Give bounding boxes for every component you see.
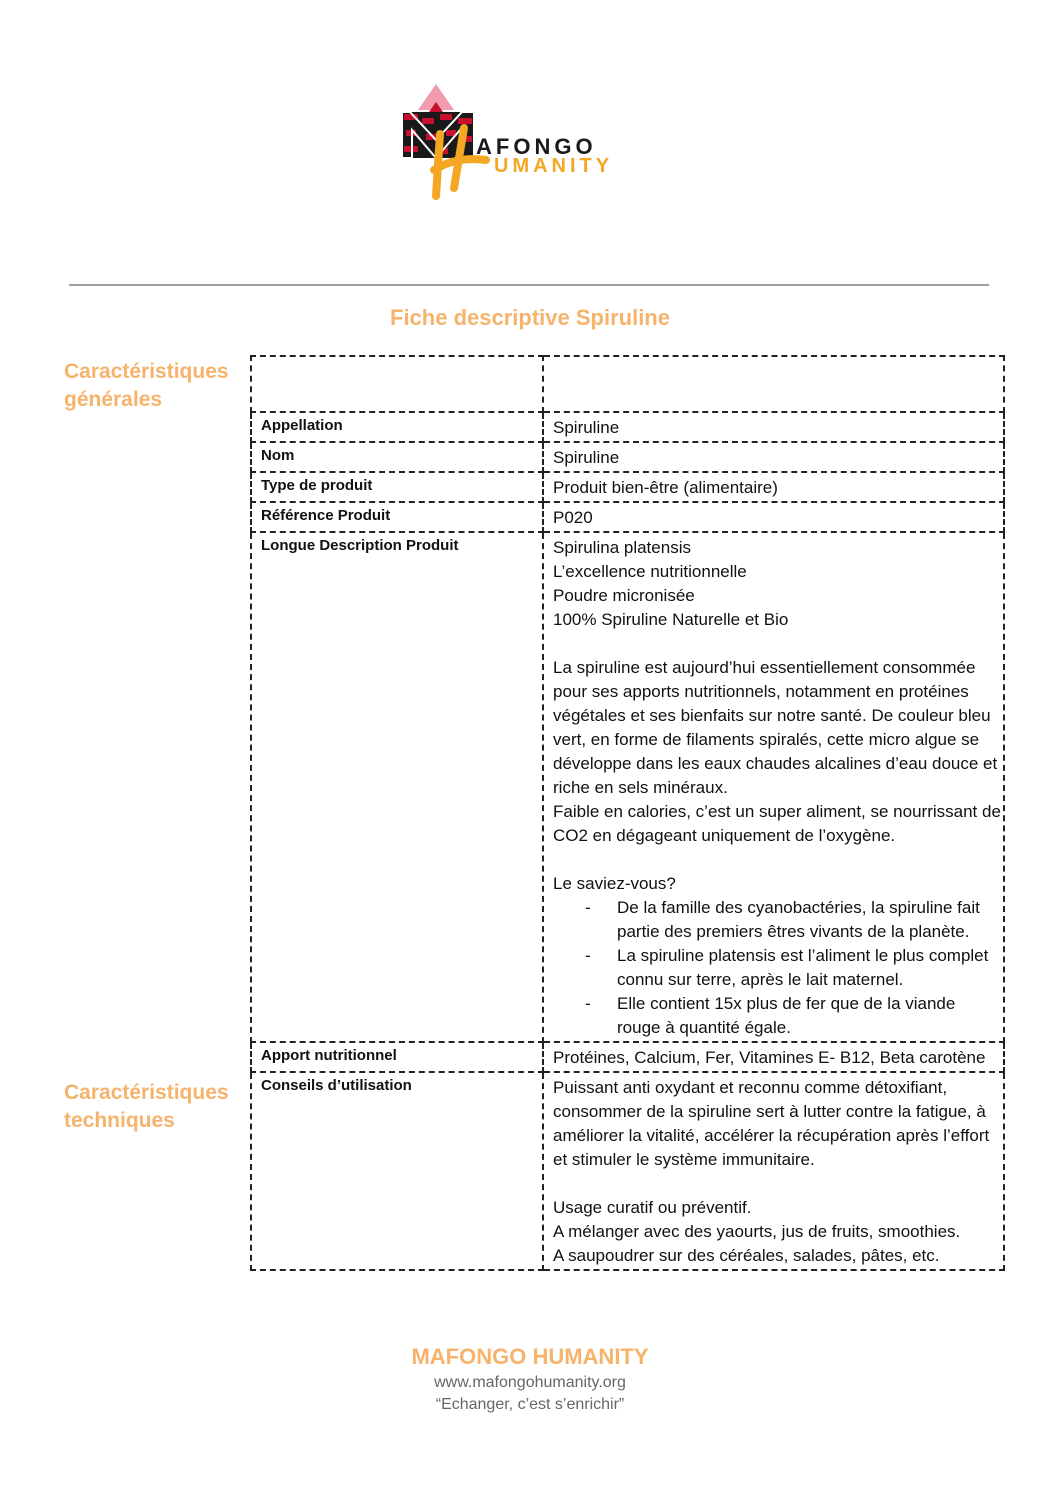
row-value: Protéines, Calcium, Fer, Vitamines E- B12, Beta carotène xyxy=(543,1042,1004,1072)
description-paragraph: Faible en calories, c’est un super aliment, se nourrissant de CO2 en dégageant uniquement de l’oxygène. xyxy=(553,802,1001,845)
row-value: Produit bien-être (alimentaire) xyxy=(543,472,1004,502)
document-title: Fiche descriptive Spiruline xyxy=(390,305,670,330)
row-label: Référence Produit xyxy=(251,502,543,532)
description-intro-line: L’excellence nutritionnelle xyxy=(553,562,747,581)
description-value-cell xyxy=(543,532,1004,1042)
row-label: Appellation xyxy=(251,412,543,442)
spec-table xyxy=(250,355,1005,1271)
list-item: - La spiruline platensis est l’aliment le plus complet connu sur terre, après le lait maternel. xyxy=(553,944,1003,992)
row-label: Longue Description Produit xyxy=(251,532,543,1042)
header-divider xyxy=(69,284,989,286)
section-label-general xyxy=(64,358,229,414)
conseils-value-cell xyxy=(543,1072,1004,1270)
table-row-blank xyxy=(251,356,1004,412)
section-label-technical-line1: Caractéristiques xyxy=(64,1081,229,1104)
section-label-technical-line2: techniques xyxy=(64,1109,175,1132)
table-row-description xyxy=(251,532,1004,1042)
did-you-know-heading: Le saviez-vous? xyxy=(553,874,676,893)
table-row-appellation xyxy=(251,412,1004,442)
table-row-nom xyxy=(251,442,1004,472)
table-row-conseils xyxy=(251,1072,1004,1270)
conseils-line: A saupoudrer sur des céréales, salades, pâtes, etc. xyxy=(553,1246,940,1265)
section-label-technical xyxy=(64,1079,229,1135)
description-intro-line: 100% Spiruline Naturelle et Bio xyxy=(553,610,789,629)
conseils-line: Usage curatif ou préventif. xyxy=(553,1198,752,1217)
description-intro-line: Spirulina platensis xyxy=(553,538,691,557)
list-item: - De la famille des cyanobactéries, la spiruline fait partie des premiers êtres vivants de la planète. xyxy=(553,896,1003,944)
description-intro-line: Poudre micronisée xyxy=(553,586,695,605)
blank-value-cell xyxy=(543,356,1004,412)
table-row-type xyxy=(251,472,1004,502)
section-label-general-line1: Caractéristiques xyxy=(64,360,229,383)
section-label-general-line2: générales xyxy=(64,388,163,411)
footer-org-name: MAFONGO HUMANITY xyxy=(411,1344,649,1369)
row-label: Conseils d’utilisation xyxy=(251,1072,543,1270)
row-label: Type de produit xyxy=(251,472,543,502)
row-value: Spiruline xyxy=(543,442,1004,472)
conseils-paragraph: Puissant anti oxydant et reconnu comme détoxifiant, consommer de la spiruline sert à lutter contre la fatigue, à améliorer la vitalité, accélérer la récupération après l’effort et stimuler le système immunitaire. xyxy=(553,1078,990,1169)
blank-label-cell xyxy=(251,356,543,412)
row-value: P020 xyxy=(543,502,1004,532)
logo-text-line2: UMANITY xyxy=(494,155,614,177)
description-paragraph: La spiruline est aujourd’hui essentiellement consommée pour ses apports nutritionnels, notamment en protéines végétales et ses bienfaits sur notre santé. De couleur bleu vert, en forme de filaments spiralés, cette micro algue se développe dans les eaux chaudes alcalines d’eau douce et riche en sels minéraux. xyxy=(553,658,998,797)
table-row-apport xyxy=(251,1042,1004,1072)
list-item: - Elle contient 15x plus de fer que de la viande rouge à quantité égale. xyxy=(553,992,1003,1040)
mafongo-humanity-logo xyxy=(396,78,656,208)
row-label: Apport nutritionnel xyxy=(251,1042,543,1072)
row-value: Spiruline xyxy=(543,412,1004,442)
footer-motto: “Echanger, c’est s’enrichir” xyxy=(435,1396,625,1413)
table-row-reference xyxy=(251,502,1004,532)
conseils-line: A mélanger avec des yaourts, jus de fruits, smoothies. xyxy=(553,1222,961,1241)
row-label: Nom xyxy=(251,442,543,472)
footer-website[interactable]: www.mafongohumanity.org xyxy=(434,1374,626,1391)
logo-text-line1: AFONGO xyxy=(476,134,597,159)
did-you-know-list xyxy=(553,896,1003,1040)
